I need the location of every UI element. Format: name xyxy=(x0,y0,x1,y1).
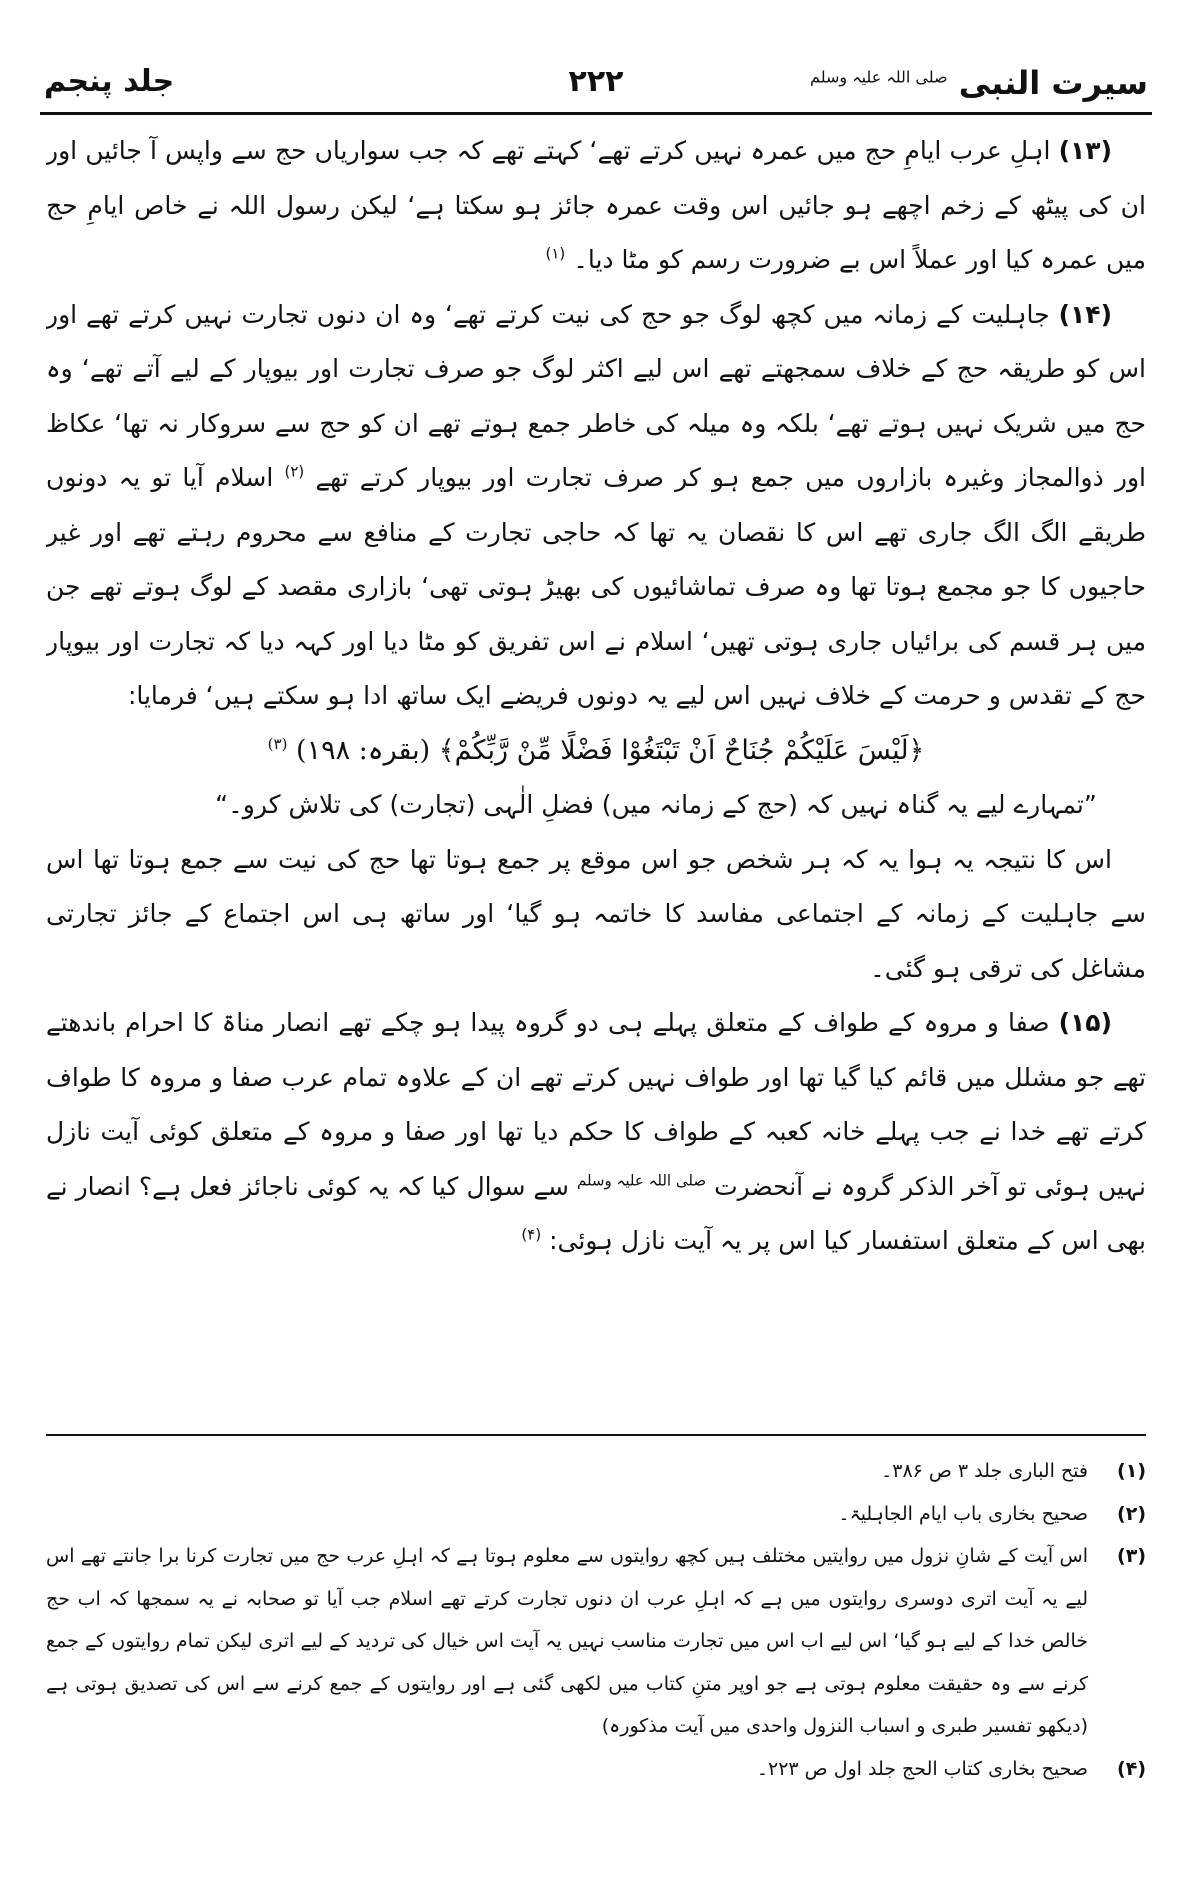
page-header xyxy=(40,64,1152,115)
footnote-text: صحیح بخاری باب ایام الجاہلیۃ۔ xyxy=(838,1502,1088,1525)
footnote-text: صحیح بخاری کتاب الحج جلد اول ص ۲۲۳۔ xyxy=(756,1757,1088,1780)
salutation-mark: صلی اللہ علیہ وسلم xyxy=(576,1171,707,1190)
verse-citation: (بقرہ: ۱۹۸) xyxy=(296,734,431,766)
footnote-divider xyxy=(46,1434,1146,1436)
footnote-number: (۱) xyxy=(1117,1460,1146,1482)
footnote-number: (۲) xyxy=(1117,1502,1146,1525)
quran-verse xyxy=(46,724,1146,779)
volume-label: جلد پنجم xyxy=(44,64,175,99)
book-title: سیرت النبی xyxy=(958,64,1148,102)
footnote-ref[interactable]: (۲) xyxy=(284,462,305,481)
verse-text: ﴿لَیْسَ عَلَیْکُمْ جُنَاحٌ اَنْ تَبْتَغُوْا فَضْلًا مِّنْ رَّبِّکُمْ﴾ xyxy=(438,734,925,766)
paragraph-number: (۱۴) xyxy=(1058,299,1112,329)
footnote-number: (۳) xyxy=(1117,1545,1146,1567)
paragraph-14 xyxy=(46,288,1146,724)
paragraph-text-continued: سے سوال کیا کہ یہ کوئی ناجائز فعل ہے؟ انصار نے بھی اس کے متعلق استفسار کیا اس پر یہ آیت نازل ہوئی: xyxy=(46,1171,1146,1255)
paragraph-number: (۱۵) xyxy=(1058,1008,1112,1037)
footnote-text: اس آیت کے شانِ نزول میں روایتیں مختلف ہیں کچھ روایتوں سے معلوم ہوتا ہے کہ اہلِ عرب حج میں تجارت کرنا برا جانتے تھے اس لیے یہ آیت اتری دوسری روایتوں میں ہے کہ اہلِ عرب ان دنوں تجارت کرتے تھے اسلام جب آیا تو صحابہ نے یہ سمجھا کہ اب حج خالص خدا کے لیے ہو گیا‘ اس لیے اب اس میں تجارت مناسب نہیں یہ آیت اس خیال کی تردید کے لیے اتری لیکن تمام روایتوں کے جمع کرنے سے وہ حقیقت معلوم ہوتی ہے جو اوپر متنِ کتاب میں لکھی گئی ہے اور روایتوں کے جمع کرنے سے اس کی تصدیق ہوتی ہے (دیکھو تفسیر طبری و اسباب النزول واحدی میں آیت مذکورہ) xyxy=(46,1545,1088,1737)
paragraph-text: جاہلیت کے زمانہ میں کچھ لوگ جو حج کی نیت کرتے تھے‘ وہ ان دنوں تجارت نہیں کرتے تھے اور اس کو طریقہ حج کے خلاف سمجھتے تھے اس لیے اکثر لوگ جو صرف تجارت اور بیوپار کے لیے آتے تھے‘ وہ حج میں شریک نہیں ہوتے تھے‘ بلکہ وہ میلہ کی خاطر جمع ہوتے تھے ان کو حج سے سروکار نہ تھا‘ عکاظ اور ذوالمجاز وغیرہ بازاروں میں جمع ہو کر صرف تجارت اور بیوپار کرتے تھے xyxy=(46,299,1146,492)
main-text xyxy=(46,124,1146,1424)
footnote-item xyxy=(46,1535,1146,1748)
paragraph-text: صفا و مروہ کے طواف کے متعلق پہلے ہی دو گروہ پیدا ہو چکے تھے انصار مناۃ کا احرام باندھتے تھے جو مشلل میں قائم کیا گیا تھا اور طواف نہیں کرتے تھے ان کے علاوہ تمام عرب صفا و مروہ کا طواف کرتے تھے خدا نے جب پہلے خانہ کعبہ کے طواف کا حکم دیا تھا اور صفا و مروہ کے متعلق کوئی آیت نازل نہیں ہوئی تو آخر الذکر گروہ نے آنحضرت xyxy=(46,1008,1146,1201)
footnotes xyxy=(46,1450,1146,1880)
footnote-ref[interactable]: (۳) xyxy=(267,734,288,753)
footnote-number: (۴) xyxy=(1117,1757,1146,1780)
paragraph-text: اہلِ عرب ایامِ حج میں عمرہ نہیں کرتے تھے‘ کہتے تھے کہ جب سواریاں حج سے واپس آ جائیں اور ان کی پیٹھ کے زخم اچھے ہو جائیں اس وقت عمرہ جائز ہو سکتا ہے‘ لیکن رسول اللہ نے خاص ایامِ حج میں عمرہ کیا اور عملاً اس بے ضرورت رسم کو مٹا دیا۔ xyxy=(46,136,1146,274)
verse-translation: ”تمہارے لیے یہ گناہ نہیں کہ (حج کے زمانہ میں) فضلِ الٰہی (تجارت) کی تلاش کرو۔“ xyxy=(215,790,1097,819)
conclusion-paragraph: اس کا نتیجہ یہ ہوا یہ کہ ہر شخص جو اس موقع پر جمع ہوتا تھا حج کی نیت سے جمع ہوتا تھا اس سے جاہلیت کے زمانہ کے اجتماعی مفاسد کا خاتمہ ہو گیا‘ اور ساتھ ہی اس اجتماع کے جائز تجارتی مشاغل کی ترقی ہو گئی۔ xyxy=(46,844,1146,983)
paragraph-text-continued: اسلام آیا تو یہ دونوں طریقے الگ الگ جاری تھے اس کا نقصان یہ تھا کہ حاجی تجارت کے منافع سے محروم رہتے تھے اور غیر حاجیوں کا جو مجمع ہوتا تھا وہ صرف تماشائیوں کی بھیڑ ہوتی تھی‘ بازاری مقصد کے لوگ ہوتے تھے جن میں ہر قسم کی برائیاں جاری ہوتی تھیں‘ اسلام نے اس تفریق کو مٹا دیا اور کہہ دیا کہ تجارت اور بیوپار حج کے تقدس و حرمت کے خلاف نہیں اس لیے یہ دونوں فریضے ایک ساتھ ادا ہو سکتے ہیں‘ فرمایا: xyxy=(46,463,1146,710)
salutation-mark: صلی اللہ علیہ وسلم xyxy=(810,67,948,87)
paragraph-15 xyxy=(46,996,1146,1269)
footnote-item xyxy=(46,1493,1146,1536)
paragraph-13 xyxy=(46,124,1146,288)
footnote-ref[interactable]: (۴) xyxy=(521,1225,542,1244)
footnote-text: فتح الباری جلد ۳ ص ۳۸۶۔ xyxy=(881,1460,1088,1482)
page-number: ۲۲۲ xyxy=(568,64,624,99)
paragraph-number: (۱۳) xyxy=(1058,136,1112,165)
footnote-item xyxy=(46,1748,1146,1791)
footnote-item xyxy=(46,1450,1146,1493)
footnote-ref[interactable]: (۱) xyxy=(545,244,566,263)
